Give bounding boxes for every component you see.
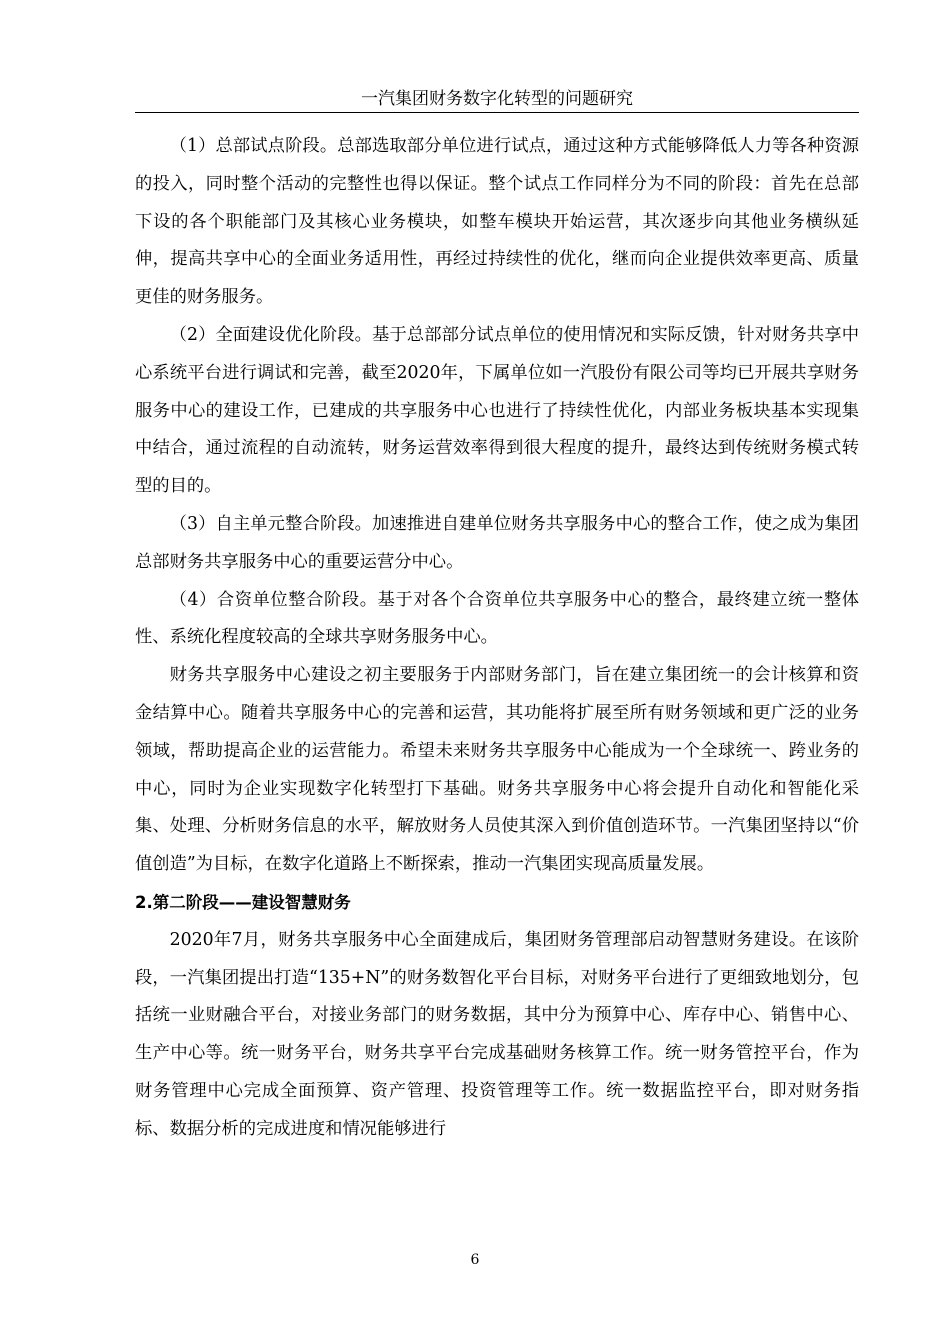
paragraph-smart-finance: 2020年7月，财务共享服务中心全面建成后，集团财务管理部启动智慧财务建设。在该阶段，一汽集团提出打造“135+N”的财务数智化平台目标，对财务平台进行了更细致地划分，包括统一业财融合平台，对接业务部门的财务数据，其中分为预算中心、库存中心、销售中心、生产中心等。统一财务平台，财务共享平台完成基础财务核算工作。统一财务管控平台，作为财务管理中心完成全面预算、资产管理、投资管理等工作。统一数据监控平台，即对财务指标、数据分析的完成进度和情况能够进行 bbox=[135, 929, 859, 1139]
header-rule bbox=[135, 112, 859, 113]
paragraph-stage-1: （1）总部试点阶段。总部选取部分单位进行试点，通过这种方式能够降低人力等各种资源的投入，同时整个活动的完整性也得以保证。整个试点工作同样分为不同的阶段：首先在总部下设的各个职能部门及其核心业务模块，如整车模块开始运营，其次逐步向其他业务横纵延伸，提高共享中心的全面业务适用性，再经过持续性的优化，继而向企业提供效率更高、质量更佳的财务服务。 bbox=[135, 136, 859, 308]
page-number: 6 bbox=[470, 1252, 480, 1268]
paragraph-stage-4: （4）合资单位整合阶段。基于对各个合资单位共享服务中心的整合，最终建立统一整体性、系统化程度较高的全球共享财务服务中心。 bbox=[135, 589, 859, 648]
body-text bbox=[135, 128, 859, 1149]
paragraph-stage-3: （3）自主单元整合阶段。加速推进自建单位财务共享服务中心的整合工作，使之成为集团总部财务共享服务中心的重要运营分中心。 bbox=[135, 513, 859, 572]
paragraph-stage-2: （2）全面建设优化阶段。基于总部部分试点单位的使用情况和实际反馈，针对财务共享中心系统平台进行调试和完善，截至2020年，下属单位如一汽股份有限公司等均已开展共享财务服务中心的建设工作，已建成的共享服务中心也进行了持续性优化，内部业务板块基本实现集中结合，通过流程的自动流转，财务运营效率得到很大程度的提升，最终达到传统财务模式转型的目的。 bbox=[135, 324, 859, 497]
section-heading: 2.第二阶段——建设智慧财务 bbox=[135, 892, 351, 912]
running-header: 一汽集团财务数字化转型的问题研究 bbox=[361, 89, 633, 109]
paragraph-summary: 财务共享服务中心建设之初主要服务于内部财务部门，旨在建立集团统一的会计核算和资金结算中心。随着共享服务中心的完善和运营，其功能将扩展至所有财务领域和更广泛的业务领域，帮助提高企业的运营能力。希望未来财务共享服务中心能成为一个全球统一、跨业务的中心，同时为企业实现数字化转型打下基础。财务共享服务中心将会提升自动化和智能化采集、处理、分析财务信息的水平，解放财务人员使其深入到价值创造环节。一汽集团坚持以“价值创造”为目标，在数字化道路上不断探索，推动一汽集团实现高质量发展。 bbox=[135, 665, 859, 875]
